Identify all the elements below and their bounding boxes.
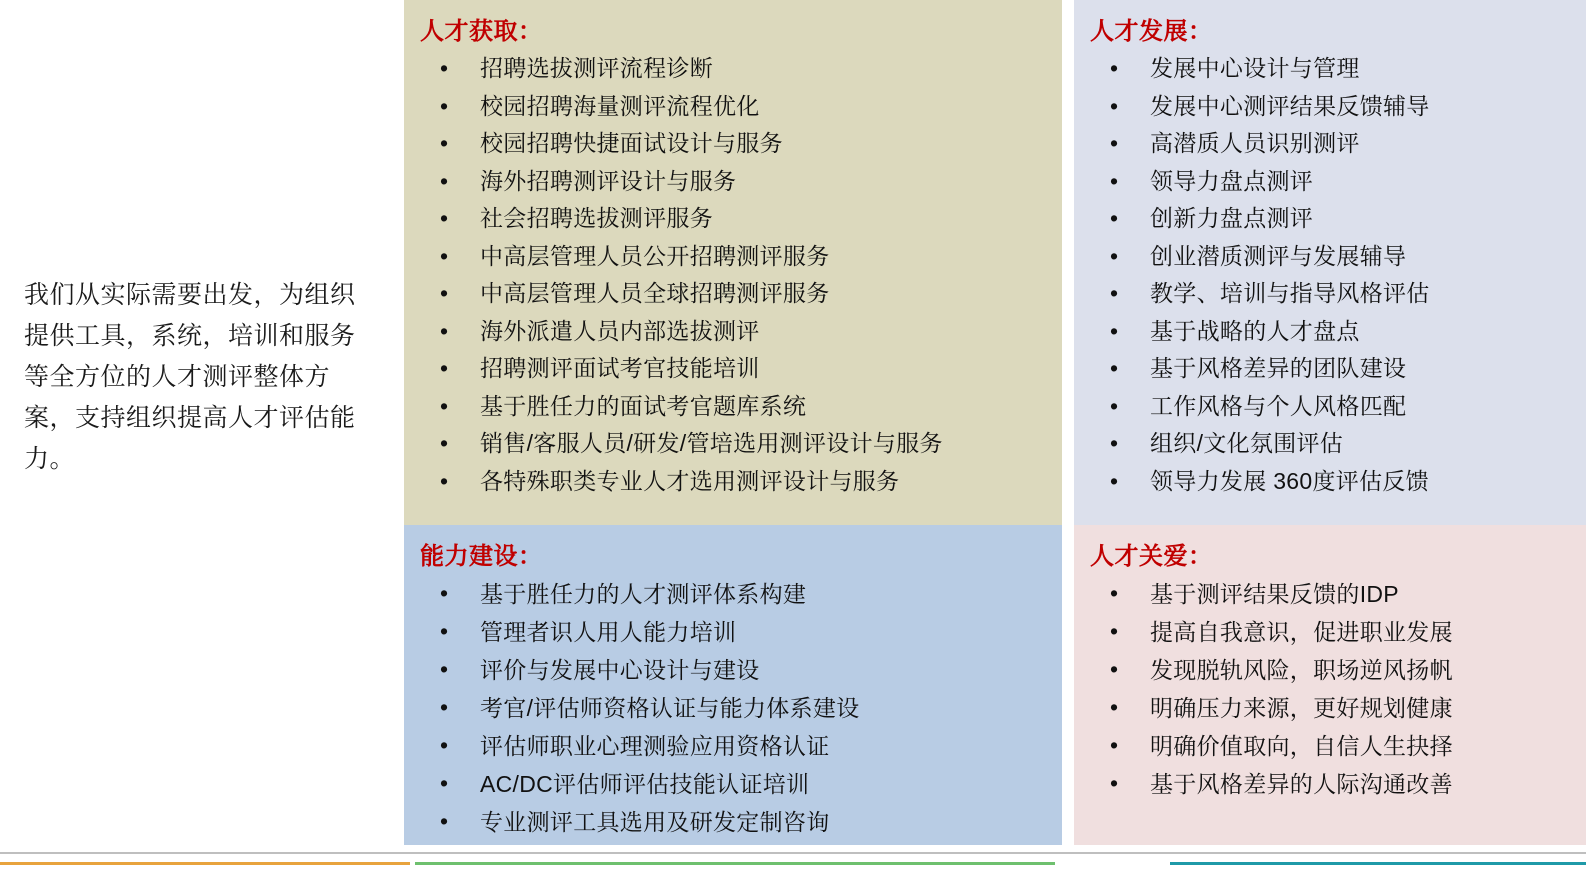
list-item-label: 管理者识人用人能力培训	[480, 619, 737, 645]
bullet-icon: •	[440, 467, 449, 494]
list-item-label: 明确压力来源，更好规划健康	[1150, 695, 1453, 721]
list-talent-care	[1088, 575, 1576, 803]
list-item	[1088, 425, 1576, 463]
panel-title-talent-acquisition: 人才获取：	[420, 18, 543, 45]
list-item-label: 评估师职业心理测验应用资格认证	[480, 733, 830, 759]
list-item	[418, 803, 1052, 841]
bullet-icon: •	[440, 808, 449, 834]
list-item-label: 专业测评工具选用及研发定制咨询	[480, 809, 830, 835]
bullet-icon: •	[440, 317, 449, 344]
panel-talent-care	[1074, 525, 1586, 845]
panel-talent-acquisition	[404, 0, 1062, 525]
list-item	[418, 50, 1052, 88]
bullet-icon: •	[440, 770, 449, 796]
list-item-label: 销售/客服人员/研发/管培选用测评设计与服务	[480, 430, 943, 456]
list-item-label: 教学、培训与指导风格评估	[1150, 280, 1430, 306]
list-item	[418, 388, 1052, 426]
list-item-label: AC/DC评估师评估技能认证培训	[480, 771, 810, 797]
list-item-label: 基于风格差异的人际沟通改善	[1150, 771, 1453, 797]
list-item-label: 各特殊职类专业人才选用测评设计与服务	[480, 467, 900, 494]
list-item	[1088, 50, 1576, 88]
list-item	[418, 425, 1052, 463]
list-item	[1088, 388, 1576, 426]
list-item-label: 海外派遣人员内部选拔测评	[480, 317, 760, 344]
bullet-icon: •	[440, 580, 449, 606]
list-item-label: 校园招聘快捷面试设计与服务	[480, 130, 783, 156]
divider-teal	[1170, 862, 1586, 865]
list-item	[418, 575, 1052, 613]
list-item-label: 基于风格差异的团队建设	[1150, 355, 1407, 381]
list-item-label: 组织/文化氛围评估	[1150, 430, 1344, 456]
bullet-icon: •	[440, 694, 449, 720]
list-item	[418, 463, 1052, 501]
bullet-icon: •	[440, 167, 449, 194]
list-item	[1088, 238, 1576, 276]
bullet-icon: •	[440, 732, 449, 758]
list-capability-building	[418, 575, 1052, 841]
panel-title-talent-development: 人才发展：	[1090, 18, 1213, 45]
list-item	[1088, 765, 1576, 803]
list-item-label: 基于胜任力的面试考官题库系统	[480, 392, 807, 419]
list-item-label: 领导力盘点测评	[1150, 167, 1314, 194]
list-item	[1088, 463, 1576, 501]
slide-footer-rules	[0, 852, 1586, 870]
list-item	[1088, 275, 1576, 313]
list-item	[1088, 575, 1576, 613]
list-item-label: 发现脱轨风险，职场逆风扬帆	[1150, 657, 1453, 683]
list-item-label: 工作风格与个人风格匹配	[1150, 392, 1407, 419]
bullet-icon: •	[440, 130, 449, 156]
list-item	[418, 275, 1052, 313]
bullet-icon: •	[440, 430, 449, 456]
list-item-label: 发展中心测评结果反馈辅导	[1150, 92, 1430, 119]
bullet-icon: •	[1110, 205, 1119, 231]
bullet-icon: •	[440, 355, 449, 381]
bullet-icon: •	[440, 55, 449, 81]
bullet-icon: •	[440, 205, 449, 231]
bullet-icon: •	[1110, 430, 1119, 456]
bullet-icon: •	[1110, 167, 1119, 194]
list-item	[418, 238, 1052, 276]
bullet-icon: •	[1110, 130, 1119, 156]
list-item	[1088, 313, 1576, 351]
list-item-label: 基于胜任力的人才测评体系构建	[480, 581, 807, 607]
list-item	[1088, 200, 1576, 238]
list-item	[418, 163, 1052, 201]
bullet-icon: •	[1110, 770, 1119, 796]
list-item-label: 基于测评结果反馈的IDP	[1150, 581, 1399, 607]
bullet-icon: •	[1110, 280, 1119, 306]
divider-gray	[0, 852, 1586, 854]
intro-paragraph: 我们从实际需要出发，为组织提供工具，系统，培训和服务等全方位的人才测评整体方案，支持组织提高人才评估能力。	[24, 281, 356, 473]
bullet-icon: •	[1110, 694, 1119, 720]
list-item	[418, 125, 1052, 163]
list-item-label: 领导力发展 360度评估反馈	[1150, 467, 1429, 494]
list-item-label: 发展中心设计与管理	[1150, 55, 1360, 81]
list-item-label: 基于战略的人才盘点	[1150, 317, 1360, 344]
list-item	[418, 350, 1052, 388]
list-item-label: 明确价值取向，自信人生抉择	[1150, 733, 1453, 759]
list-item	[1088, 88, 1576, 126]
bullet-icon: •	[1110, 392, 1119, 419]
list-item-label: 创业潜质测评与发展辅导	[1150, 242, 1407, 269]
list-item	[1088, 727, 1576, 765]
bullet-icon: •	[440, 656, 449, 682]
list-item	[1088, 350, 1576, 388]
list-item	[1088, 163, 1576, 201]
bullet-icon: •	[1110, 317, 1119, 344]
bullet-icon: •	[1110, 467, 1119, 494]
list-item	[418, 689, 1052, 727]
bullet-icon: •	[1110, 92, 1119, 119]
list-item	[1088, 689, 1576, 727]
bullet-icon: •	[1110, 355, 1119, 381]
list-item-label: 评价与发展中心设计与建设	[480, 657, 760, 683]
list-item-label: 创新力盘点测评	[1150, 205, 1314, 231]
bullet-icon: •	[1110, 656, 1119, 682]
bullet-icon: •	[1110, 618, 1119, 644]
list-item-label: 社会招聘选拔测评服务	[480, 205, 713, 231]
list-item-label: 中高层管理人员全球招聘测评服务	[480, 280, 830, 306]
list-item	[418, 651, 1052, 689]
bullet-icon: •	[1110, 55, 1119, 81]
divider-orange	[0, 862, 410, 865]
panel-talent-development	[1074, 0, 1586, 525]
list-item-label: 提高自我意识，促进职业发展	[1150, 619, 1453, 645]
bullet-icon: •	[440, 280, 449, 306]
list-item-label: 招聘选拔测评流程诊断	[480, 55, 713, 81]
list-item	[418, 727, 1052, 765]
bullet-icon: •	[1110, 580, 1119, 606]
list-item	[418, 613, 1052, 651]
list-talent-acquisition	[418, 50, 1052, 500]
list-item	[418, 765, 1052, 803]
bullet-icon: •	[440, 92, 449, 119]
list-item	[1088, 125, 1576, 163]
list-item-label: 高潜质人员识别测评	[1150, 130, 1360, 156]
list-item	[1088, 651, 1576, 689]
list-item	[418, 88, 1052, 126]
list-item	[418, 200, 1052, 238]
list-item-label: 招聘测评面试考官技能培训	[480, 355, 760, 381]
bullet-icon: •	[1110, 242, 1119, 269]
panel-capability-building	[404, 525, 1062, 845]
list-item-label: 中高层管理人员公开招聘测评服务	[480, 242, 830, 269]
bullet-icon: •	[440, 618, 449, 644]
bullet-icon: •	[1110, 732, 1119, 758]
panel-title-talent-care: 人才关爱：	[1090, 543, 1213, 570]
list-talent-development	[1088, 50, 1576, 500]
list-item	[1088, 613, 1576, 651]
divider-green	[415, 862, 1055, 865]
list-item	[418, 313, 1052, 351]
panel-title-capability-building: 能力建设：	[420, 543, 543, 570]
list-item-label: 校园招聘海量测评流程优化	[480, 92, 760, 119]
list-item-label: 海外招聘测评设计与服务	[480, 167, 737, 194]
bullet-icon: •	[440, 392, 449, 419]
bullet-icon: •	[440, 242, 449, 269]
list-item-label: 考官/评估师资格认证与能力体系建设	[480, 695, 860, 721]
